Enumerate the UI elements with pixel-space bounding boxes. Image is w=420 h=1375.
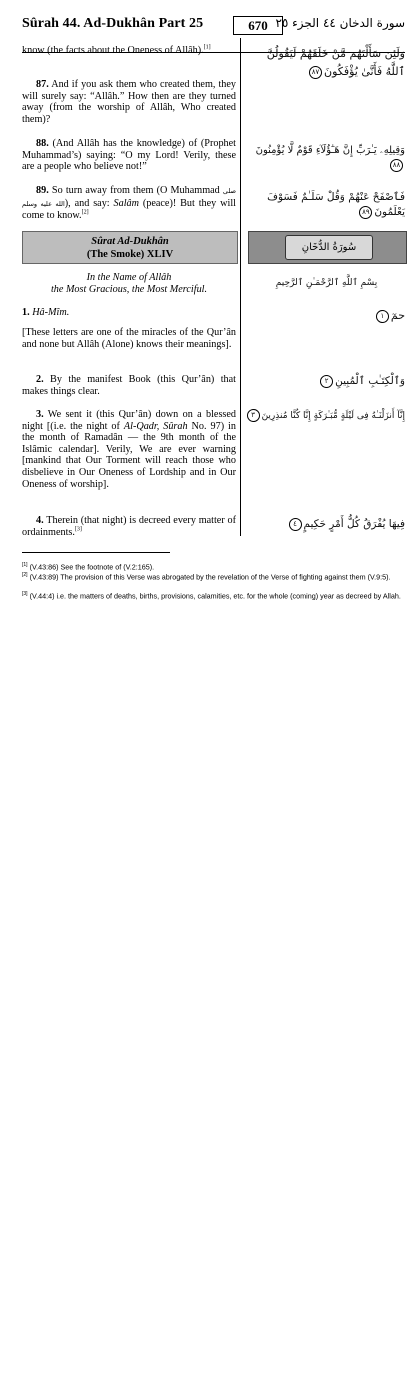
verse-1-note: [These letters are one of the miracles of the Qur’ân and none but Allâh (Alone) knows their meanings]. <box>22 327 236 350</box>
verse-1: 1. Hâ-Mîm. <box>22 307 70 318</box>
footnote-3: [3] (V.44:4) i.e. the matters of deaths, births, provisions, calamities, etc. for the whole (coming) year as decreed by Allah. <box>22 591 401 601</box>
verse-86-tail: know (the facts about the Oneness of Allâh).[1] <box>22 44 211 56</box>
basmala-english: In the Name of Allâh the Most Gracious, the Most Merciful. <box>50 272 208 295</box>
arabic-verse-4: فِيهَا يُفْرَقُ كُلُّ أَمْرٍ حَكِيمٍ٤ <box>248 517 405 532</box>
verse-87: 87. And if you ask them who created them, they will surely say: “Allâh.” How then are they turned away (from the worship of Allâh, Who created them)? <box>22 79 236 125</box>
verse-3: 3. We sent it (this Qur’ân) down on a blessed night [(i.e. the night of Al-Qadr, Sûrah No. 97) in the month of Ramadân — the 9th month of the Islâmic calendar]. Verily, We are ever warning [mankind that Our Torment will reach those who disbelieve in Our Oneness of Lordship and in Our Oneness of worship]. <box>22 409 236 490</box>
arabic-verse-87: وَلَئِن سَأَلْتَهُم مَّنْ خَلَقَهُمْ لَيَقُولُنَّ ٱللَّهُ فَأَنَّىٰ يُؤْفَكُونَ٨٧ <box>266 47 405 78</box>
arabic-verse-89: فَٱصْفَحْ عَنْهُمْ وَقُلْ سَلَـٰمٌ فَسَوْفَ يَعْلَمُونَ٨٩ <box>267 191 405 218</box>
footnote-rule <box>22 552 170 553</box>
arabic-verse-2: وَٱلْكِتَـٰبِ ٱلْمُبِينِ٢ <box>248 374 405 389</box>
verse-4: 4. Therein (that night) is decreed every matter of ordainments.[3] <box>22 515 236 538</box>
verse-88: 88. (And Allâh has the knowledge) of (Prophet Muhammad’s) saying: “O my Lord! Verily, these are a people who believe not!” <box>22 138 236 173</box>
header-title: Sûrah 44. Ad-Dukhân Part 25 <box>22 16 204 31</box>
header-arabic: سورة الدخان ٤٤ الجزء ٢٥ <box>275 16 405 30</box>
surah-title-ornament <box>248 231 407 264</box>
arabic-verse-1: حمٓ١ <box>248 308 405 323</box>
basmala-arabic: بِسْمِ ٱللَّهِ ٱلرَّحْمَـٰنِ ٱلرَّحِيمِ <box>275 278 378 288</box>
arabic-verse-88: وَقِيلِهِۦ يَـٰرَبِّ إِنَّ هَـٰٓؤُلَآءِ قَوْمٌ لَّا يُؤْمِنُونَ٨٨ <box>248 143 405 173</box>
surah-title-arabic: سُورَةُ الدُّخَانِ <box>285 235 373 260</box>
page-header <box>22 16 405 38</box>
footnote-2: [2] (V.43:89) The provision of this Verse was abrogated by the revelation of the Verse of fighting against them (V.9:5). <box>22 572 391 582</box>
arabic-verse-3: إِنَّآ أَنزَلْنَـٰهُ فِى لَيْلَةٍ مُّبَـٰرَكَةٍ إِنَّا كُنَّا مُنذِرِينَ٣ <box>248 409 405 424</box>
verse-2: 2. By the manifest Book (this Qur’ân) that makes things clear. <box>22 374 236 397</box>
page-number: 670 <box>233 16 283 35</box>
column-divider <box>240 38 241 536</box>
verse-89: 89. So turn away from them (O Muhammad صلى الله عليه وسلم), and say: Salâm (peace)! But they will come to know.[2] <box>22 185 236 222</box>
footnote-1: [1] (V.43:86) See the footnote of (V.2:165). <box>22 562 155 572</box>
surah-title-box: Sûrat Ad-Dukhân (The Smoke) XLIV <box>22 231 238 264</box>
